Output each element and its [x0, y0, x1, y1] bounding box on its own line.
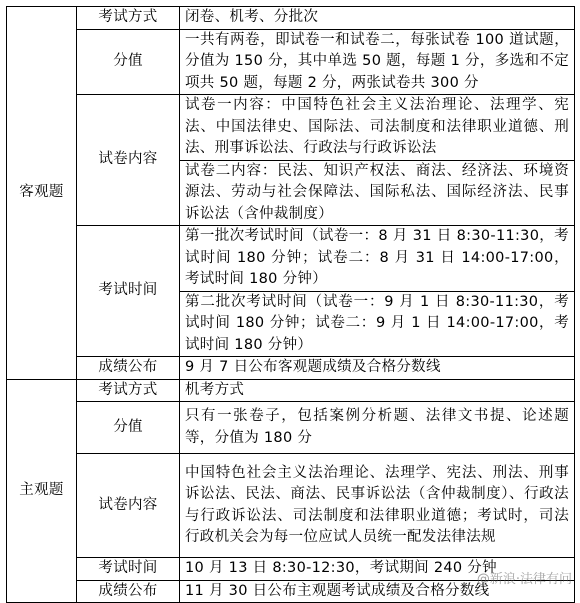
- objective-score-row: [7, 29, 575, 95]
- objective-content-row-1: [7, 95, 575, 161]
- objective-time-label: 考试时间: [77, 226, 180, 357]
- subjective-section-label: 主观题: [7, 379, 77, 603]
- exam-schedule-table: [6, 6, 575, 603]
- objective-method-row: [7, 7, 575, 30]
- objective-content-paper-1: 试卷一内容：中国特色社会主义法治理论、法理学、宪法、中国法律史、国际法、司法制度和法律职业道德、刑法、刑事诉讼法、行政法与行政诉讼法: [180, 95, 575, 161]
- objective-time-batch-2: 第二批次考试时间（试卷一：9 月 1 日 8:30-11:30，考试时间 180 分钟；试卷二：9 月 1 日 14:00-17:00，考试时间 180 分钟）: [180, 291, 575, 357]
- subjective-time-label: 考试时间: [77, 558, 180, 581]
- subjective-method-value: 机考方式: [180, 379, 575, 402]
- objective-result-row: [7, 357, 575, 380]
- subjective-result-label: 成绩公布: [77, 580, 180, 603]
- subjective-content-label: 试卷内容: [77, 454, 180, 558]
- objective-content-paper-2: 试卷二内容：民法、知识产权法、商法、经济法、环境资源法、劳动与社会保障法、国际私法、国际经济法、民事诉讼法（含仲裁制度）: [180, 160, 575, 226]
- objective-content-label: 试卷内容: [77, 95, 180, 226]
- subjective-content-row: [7, 454, 575, 558]
- subjective-score-value: 只有一张卷子，包括案例分析题、法律文书提、论述题等，分值为 180 分: [180, 402, 575, 454]
- subjective-content-value: 中国特色社会主义法治理论、法理学、宪法、刑法、刑事诉讼法、民法、商法、民事诉讼法（含仲裁制度）、行政法与行政诉讼法、司法制度和法律职业道德；考试时，司法行政机关会为每一位应试人员统一配发法律法规: [180, 454, 575, 558]
- objective-score-label: 分值: [77, 29, 180, 95]
- objective-result-label: 成绩公布: [77, 357, 180, 380]
- objective-method-value: 闭卷、机考、分批次: [180, 7, 575, 30]
- objective-time-batch-1: 第一批次考试时间（试卷一：8 月 31 日 8:30-11:30，考试时间 180 分钟；试卷二：8 月 31 日 14:00-17:00，考试时间 180 分钟）: [180, 226, 575, 292]
- objective-section-label: 客观题: [7, 7, 77, 380]
- objective-score-value: 一共有两卷，即试卷一和试卷二，每张试卷 100 道试题，分值为 150 分，其中单选 50 题，每题 1 分，多选和不定项共 50 题，每题 2 分，两张试卷共 300 分: [180, 29, 575, 95]
- watermark: @新浪·法律有问: [476, 572, 572, 587]
- subjective-result-value: 11 月 30 日公布主观题考试成绩及合格分数线: [180, 580, 575, 603]
- subjective-score-row: [7, 402, 575, 454]
- objective-result-value: 9 月 7 日公布客观题成绩及合格分数线: [180, 357, 575, 380]
- subjective-score-label: 分值: [77, 402, 180, 454]
- objective-time-row-1: [7, 226, 575, 292]
- subjective-method-label: 考试方式: [77, 379, 180, 402]
- subjective-method-row: [7, 379, 575, 402]
- subjective-time-value: 10 月 13 日 8:30-12:30，考试期间 240 分钟: [180, 558, 575, 581]
- objective-method-label: 考试方式: [77, 7, 180, 30]
